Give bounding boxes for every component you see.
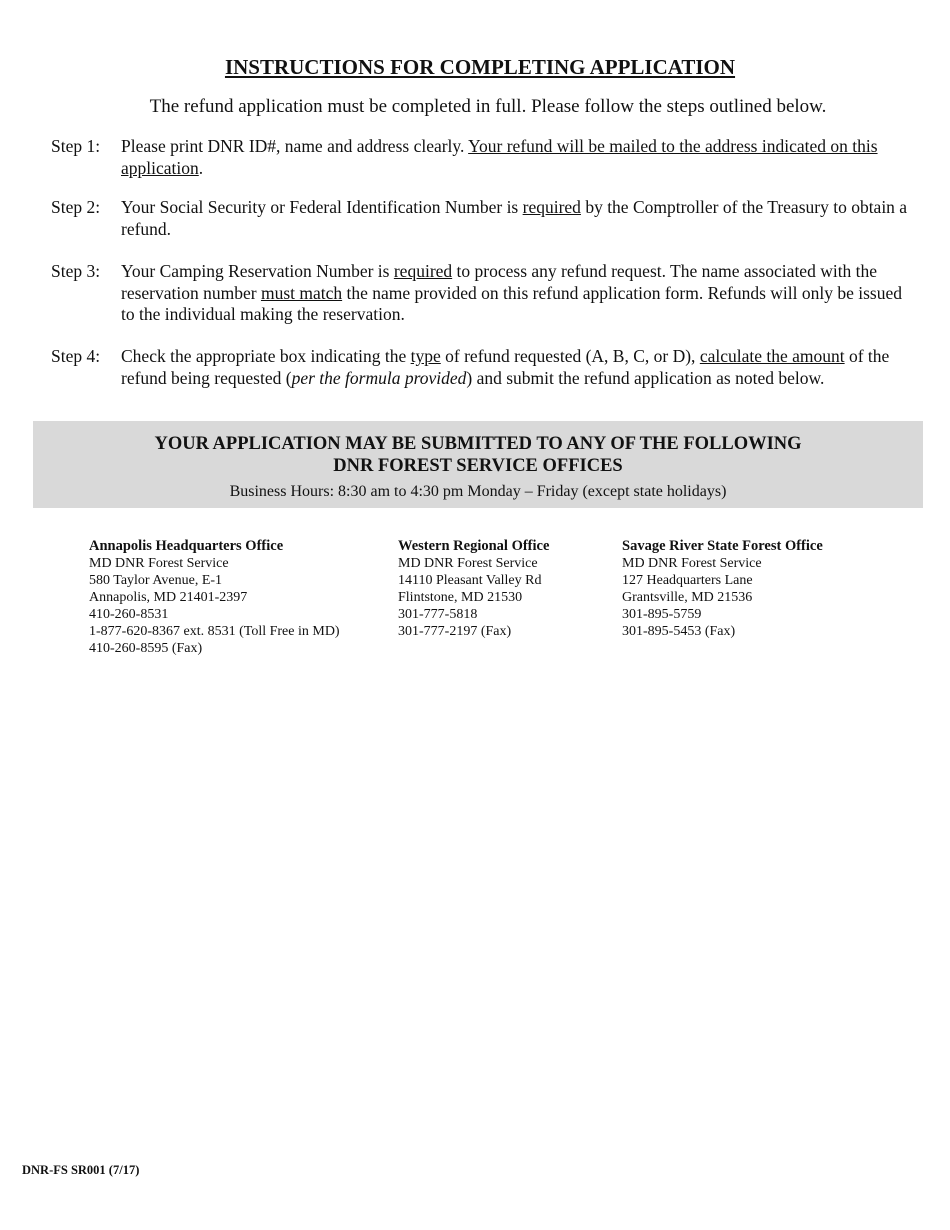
- banner-heading-line-1: YOUR APPLICATION MAY BE SUBMITTED TO ANY OF THE FOLLOWING: [154, 434, 802, 454]
- step-text-part: the name provided on this refund application form. Refunds will only be issued to the individual making the reservation.: [121, 282, 903, 324]
- step-text-part: Your Social Security or Federal Identification Number is: [121, 197, 523, 217]
- office-western-regional: [398, 538, 549, 640]
- submission-banner: [33, 421, 923, 508]
- step-number: Step 1:: [51, 136, 101, 156]
- intro-text: The refund application must be completed in full. Please follow the steps outlined below.: [149, 96, 827, 117]
- banner-heading-line-2: DNR FOREST SERVICE OFFICES: [333, 456, 623, 476]
- step-text-part: .: [198, 157, 204, 178]
- office-city: Flintstone, MD 21530: [398, 590, 523, 605]
- step-text: [121, 197, 916, 240]
- page-title: INSTRUCTIONS FOR COMPLETING APPLICATION: [224, 55, 736, 79]
- office-org: MD DNR Forest Service: [622, 556, 762, 571]
- office-fax: 410-260-8595 (Fax): [89, 641, 203, 656]
- step-2: [51, 197, 916, 240]
- step-text-part: of refund requested (A, B, C, or D),: [440, 346, 700, 366]
- step-text-emphasis: calculate the amount: [699, 346, 845, 366]
- step-text-emphasis: type: [410, 346, 441, 366]
- step-text-italic: per the formula provided: [291, 367, 467, 388]
- office-fax: 301-777-2197 (Fax): [398, 624, 512, 639]
- step-3: [51, 261, 916, 326]
- form-id: DNR-FS SR001 (7/17): [22, 1163, 140, 1177]
- office-annapolis: [89, 538, 340, 657]
- step-text: [121, 346, 916, 389]
- step-1: [51, 136, 916, 179]
- office-name: Annapolis Headquarters Office: [89, 538, 284, 554]
- step-number: Step 2:: [51, 197, 101, 217]
- office-city: Grantsville, MD 21536: [622, 590, 753, 605]
- step-text-part: by the Comptroller of the Treasury to obtain a refund.: [121, 197, 908, 239]
- office-phone: 410-260-8531: [89, 607, 169, 622]
- step-text-emphasis: Your refund will be mailed to the address indicated on this application: [121, 136, 878, 178]
- step-text-part: to process any refund request. The name associated with the reservation number: [121, 261, 878, 303]
- banner-heading: [33, 433, 923, 477]
- step-text-part: of the refund being requested (: [121, 346, 890, 388]
- step-text: [121, 136, 916, 179]
- office-org: MD DNR Forest Service: [89, 556, 229, 571]
- office-savage-river: [622, 538, 823, 640]
- office-city: Annapolis, MD 21401-2397: [89, 590, 248, 605]
- step-text-part: Check the appropriate box indicating the: [121, 346, 411, 366]
- step-text-emphasis: required: [393, 261, 453, 281]
- business-hours: Business Hours: 8:30 am to 4:30 pm Monday – Friday (except state holidays): [229, 483, 727, 500]
- office-org: MD DNR Forest Service: [398, 556, 538, 571]
- step-text: [121, 261, 916, 326]
- office-street: 14110 Pleasant Valley Rd: [398, 573, 542, 588]
- office-name: Savage River State Forest Office: [622, 538, 823, 554]
- office-phone: 301-777-5818: [398, 607, 478, 622]
- step-text-part: Please print DNR ID#, name and address clearly.: [121, 136, 469, 156]
- step-text-emphasis: must match: [260, 282, 343, 303]
- office-name: Western Regional Office: [398, 538, 550, 554]
- step-text-emphasis: required: [522, 197, 581, 217]
- office-street: 127 Headquarters Lane: [622, 573, 753, 588]
- step-text-part: ) and submit the refund application as noted below.: [466, 367, 825, 388]
- step-number: Step 3:: [51, 261, 101, 281]
- office-tollfree: 1-877-620-8367 ext. 8531 (Toll Free in MD): [89, 624, 340, 639]
- step-4: [51, 346, 916, 389]
- office-fax: 301-895-5453 (Fax): [622, 624, 736, 639]
- step-number: Step 4:: [51, 346, 101, 366]
- office-street: 580 Taylor Avenue, E-1: [89, 573, 223, 588]
- step-text-part: Your Camping Reservation Number is: [121, 261, 394, 281]
- office-phone: 301-895-5759: [622, 607, 702, 622]
